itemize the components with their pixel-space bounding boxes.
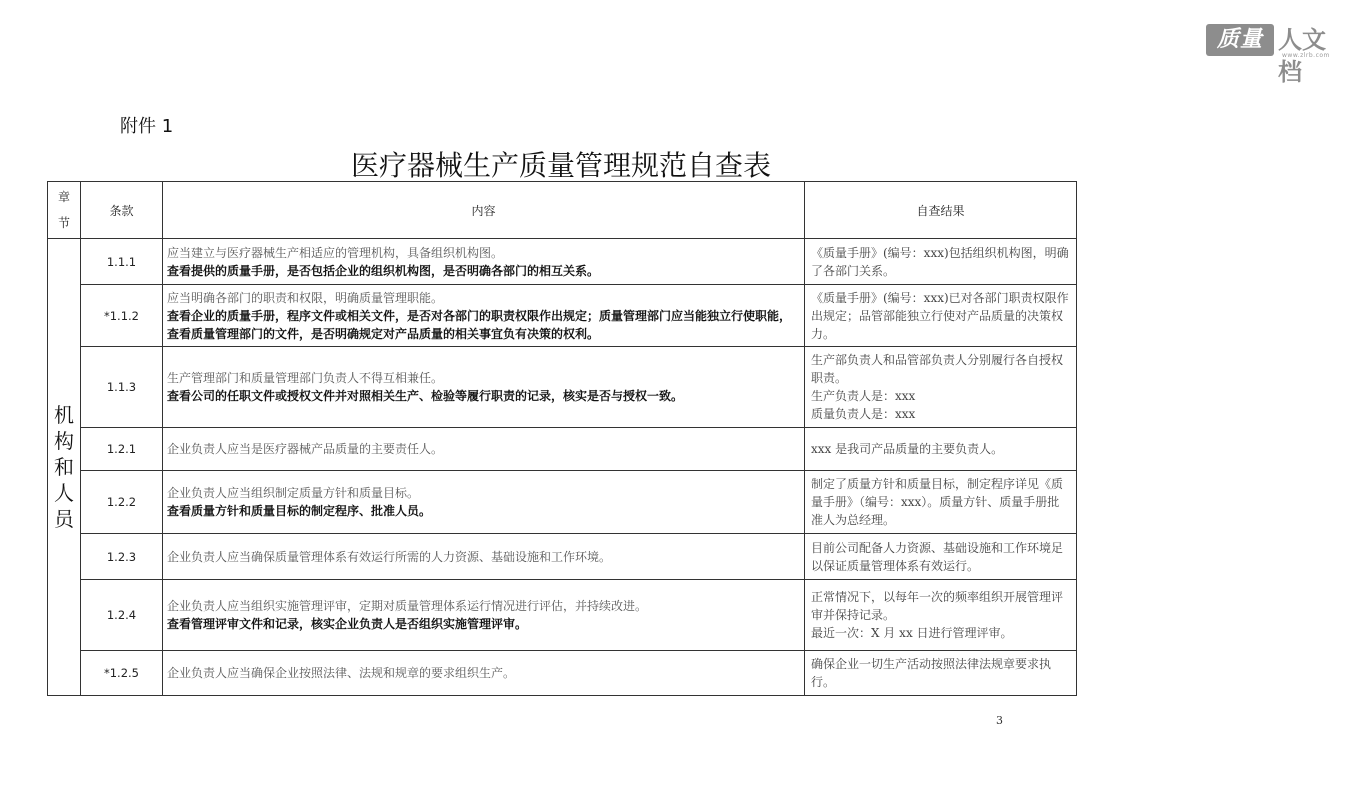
table-row (48, 651, 1077, 696)
content-cell (163, 239, 805, 285)
content-cell (163, 285, 805, 347)
header-chapter: 章 节 (48, 182, 81, 239)
clause-cell: 1.1.1 (81, 239, 163, 285)
content-requirement: 企业负责人应当组织制定质量方针和质量目标。 (167, 486, 420, 500)
content-requirement: 企业负责人应当确保企业按照法律、法规和规章的要求组织生产。 (167, 666, 516, 680)
result-cell (805, 428, 1077, 471)
result-cell (805, 347, 1077, 428)
header-result: 自查结果 (805, 182, 1077, 239)
header-content: 内容 (163, 182, 805, 239)
table-row (48, 347, 1077, 428)
result-line: 正常情况下，以每年一次的频率组织开展管理评审并保持记录。 (811, 590, 1064, 622)
result-cell (805, 534, 1077, 580)
clause-cell: *1.2.5 (81, 651, 163, 696)
table-row (48, 534, 1077, 580)
content-cell (163, 471, 805, 534)
result-cell (805, 239, 1077, 285)
content-check-method: 查看提供的质量手册，是否包括企业的组织机构图，是否明确各部门的相互关系。 (167, 263, 600, 278)
result-cell (805, 580, 1077, 651)
content-cell (163, 651, 805, 696)
result-line: 《质量手册》(编号：xxx)包括组织机构图，明确了各部门关系。 (811, 245, 1069, 278)
page-number: 3 (996, 714, 1003, 727)
logo-badge: 质量 (1206, 24, 1274, 56)
result-cell (805, 471, 1077, 534)
content-requirement: 企业负责人应当组织实施管理评审，定期对质量管理体系运行情况进行评估，并持续改进。 (167, 599, 648, 613)
content-check-method: 查看质量方针和质量目标的制定程序、批准人员。 (167, 504, 432, 518)
content-requirement: 生产管理部门和质量管理部门负责人不得互相兼任。 (167, 371, 444, 385)
clause-cell: 1.1.3 (81, 347, 163, 428)
content-cell (163, 347, 805, 428)
content-check-method: 查看公司的任职文件或授权文件并对照相关生产、检验等履行职责的记录，核实是否与授权一致。 (167, 389, 684, 403)
attachment-label: 附件 1 (120, 116, 174, 137)
table-row (48, 471, 1077, 534)
logo-text: 人文档 (1278, 26, 1326, 86)
content-check-method: 查看企业的质量手册，程序文件或相关文件，是否对各部门的职责权限作出规定；质量管理部门应当能独立行使职能，查看质量管理部门的文件，是否明确规定对产品质量的相关事宜负有决策的权利。 (167, 308, 792, 341)
header-clause: 条款 (81, 182, 163, 239)
result-line: 目前公司配备人力资源、基础设施和工作环境足以保证质量管理体系有效运行。 (811, 540, 1064, 573)
result-cell (805, 285, 1077, 347)
clause-cell: 1.2.2 (81, 471, 163, 534)
result-line: 《质量手册》(编号：xxx)已对各部门职责权限作出规定；品管部能独立行使对产品质量的决策权力。 (811, 290, 1069, 341)
result-line: 确保企业一切生产活动按照法律法规章要求执行。 (811, 657, 1052, 689)
content-cell (163, 428, 805, 471)
content-requirement: 应当建立与医疗器械生产相适应的管理机构，具备组织机构图。 (167, 245, 504, 260)
clause-cell: 1.2.3 (81, 534, 163, 580)
table-row (48, 580, 1077, 651)
content-requirement: 企业负责人应当是医疗器械产品质量的主要责任人。 (167, 442, 444, 456)
content-cell (163, 534, 805, 580)
clause-cell: 1.2.4 (81, 580, 163, 651)
chapter-cell: 机 构 和 人 员 (48, 239, 81, 696)
page-title: 医疗器械生产质量管理规范自查表 (350, 149, 771, 182)
result-line: 最近一次：X 月 xx 日进行管理评审。 (811, 626, 1013, 640)
table-row (48, 428, 1077, 471)
result-line: xxx 是我司产品质量的主要负责人。 (811, 442, 1004, 456)
result-line: 质量负责人是：xxx (811, 407, 916, 421)
content-requirement: 企业负责人应当确保质量管理体系有效运行所需的人力资源、基础设施和工作环境。 (167, 549, 612, 564)
table-row (48, 239, 1077, 285)
table-header-row (48, 182, 1077, 239)
result-line: 生产部负责人和品管部负责人分别履行各自授权职责。 (811, 353, 1064, 385)
clause-cell: 1.2.1 (81, 428, 163, 471)
brand-logo (1206, 22, 1346, 86)
result-cell (805, 651, 1077, 696)
self-check-table (47, 181, 1077, 696)
clause-cell: *1.1.2 (81, 285, 163, 347)
logo-url: www.zlrb.com (1282, 52, 1330, 59)
content-cell (163, 580, 805, 651)
result-line: 生产负责人是：xxx (811, 389, 916, 403)
result-line: 制定了质量方针和质量目标，制定程序详见《质量手册》（编号：xxx）。质量方针、质量手册批准人为总经理。 (811, 477, 1064, 527)
content-check-method: 查看管理评审文件和记录，核实企业负责人是否组织实施管理评审。 (167, 617, 528, 631)
content-requirement: 应当明确各部门的职责和权限，明确质量管理职能。 (167, 290, 444, 305)
table-row (48, 285, 1077, 347)
